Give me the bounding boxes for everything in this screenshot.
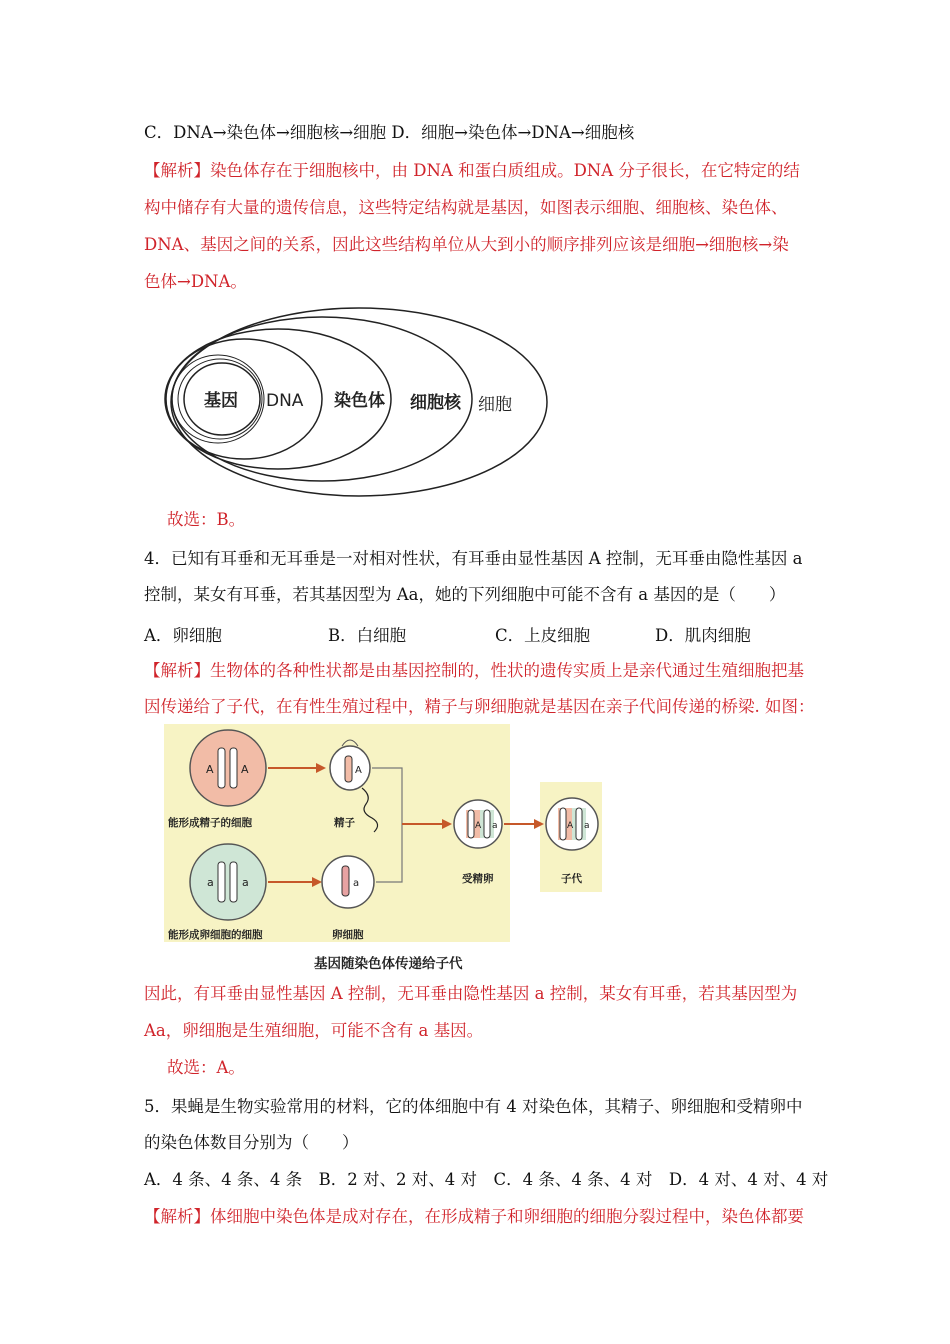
q4-option-c: C．上皮细胞 [495, 626, 591, 645]
label-gene: 基因 [204, 391, 238, 411]
fig-label-egg: 卵细胞 [332, 929, 364, 941]
gene-tl-2: A [241, 763, 249, 776]
label-nucleus: 细胞核 [410, 393, 461, 413]
inheritance-diagram [164, 724, 610, 980]
q4-option-b: B．白细胞 [328, 626, 407, 645]
q5-stem-line-2: 的染色体数目分别为（ ） [144, 1133, 359, 1152]
gene-zygote-1: A [475, 821, 482, 831]
q4-stem-line-1: 4．已知有耳垂和无耳垂是一对相对性状，有耳垂由显性基因 A 控制，无耳垂由隐性基因 a [144, 549, 803, 568]
q4-conclusion-line-2: Aa，卵细胞是生殖细胞，可能不含有 a 基因。 [144, 1021, 484, 1040]
q4-analysis-line-2: 因传递给了子代，在有性生殖过程中，精子与卵细胞就是基因在亲子代间传递的桥梁. 如图： [144, 697, 815, 716]
nested-ellipses [164, 302, 554, 502]
label-dna: DNA [266, 391, 304, 411]
fig-label-zygote: 受精卵 [462, 873, 494, 885]
fig-label-sperm: 精子 [334, 817, 355, 829]
gene-tl-1: A [206, 763, 214, 776]
label-chromosome: 染色体 [334, 391, 385, 411]
gene-bl-1: a [207, 876, 214, 889]
q3-analysis-line-3: DNA、基因之间的关系，因此这些结构单位从大到小的顺序排列应该是细胞→细胞核→染 [144, 235, 789, 254]
q4-option-d: D．肌肉细胞 [655, 626, 751, 645]
q4-analysis-line-1: 【解析】生物体的各种性状都是由基因控制的，性状的遗传实质上是亲代通过生殖细胞把基 [144, 661, 804, 680]
label-cell: 细胞 [478, 395, 512, 415]
gene-egg: a [353, 878, 360, 889]
q4-conclusion-line-1: 因此，有耳垂由显性基因 A 控制，无耳垂由隐性基因 a 控制，某女有耳垂，若其基因型为 [144, 984, 798, 1003]
fig-label-sperm-cell: 能形成精子的细胞 [168, 817, 252, 829]
q3-analysis-line-4: 色体→DNA。 [144, 272, 247, 291]
q5-options: A．4 条、4 条、4 条 B．2 对、2 对、4 对 C．4 条、4 条、4 对 D．4 对、4 对、4 对 [144, 1170, 829, 1189]
q5-stem-line-1: 5．果蝇是生物实验常用的材料，它的体细胞中有 4 对染色体，其精子、卵细胞和受精卵中 [144, 1097, 803, 1116]
fig-label-egg-cell: 能形成卵细胞的细胞 [168, 929, 263, 941]
gene-inheritance-figure [164, 724, 610, 980]
q3-analysis-line-1: 【解析】染色体存在于细胞核中，由 DNA 和蛋白质组成。DNA 分子很长，在它特定的结 [144, 161, 800, 180]
q4-option-a: A．卵细胞 [144, 626, 222, 645]
q3-answer: 故选：B。 [167, 510, 246, 529]
q4-answer: 故选：A。 [167, 1058, 245, 1077]
gene-offspring-2: a [584, 821, 590, 831]
gene-zygote-2: a [492, 821, 498, 831]
nested-structure-diagram [164, 302, 554, 502]
figure-caption: 基因随染色体传递给子代 [314, 956, 463, 972]
q5-analysis: 【解析】体细胞中染色体是成对存在，在形成精子和卵细胞的细胞分裂过程中，染色体都要 [144, 1207, 804, 1226]
q3-options-cd: C．DNA→染色体→细胞核→细胞 D．细胞→染色体→DNA→细胞核 [144, 123, 635, 142]
gene-sperm: A [355, 765, 362, 776]
q3-analysis-line-2: 构中储存有大量的遗传信息，这些特定结构就是基因，如图表示细胞、细胞核、染色体、 [144, 198, 788, 217]
q4-stem-line-2: 控制，某女有耳垂，若其基因型为 Aa，她的下列细胞中可能不含有 a 基因的是（ ） [144, 585, 786, 604]
fig-label-offspring: 子代 [561, 873, 582, 885]
gene-bl-2: a [242, 876, 249, 889]
gene-offspring-1: A [567, 821, 574, 831]
